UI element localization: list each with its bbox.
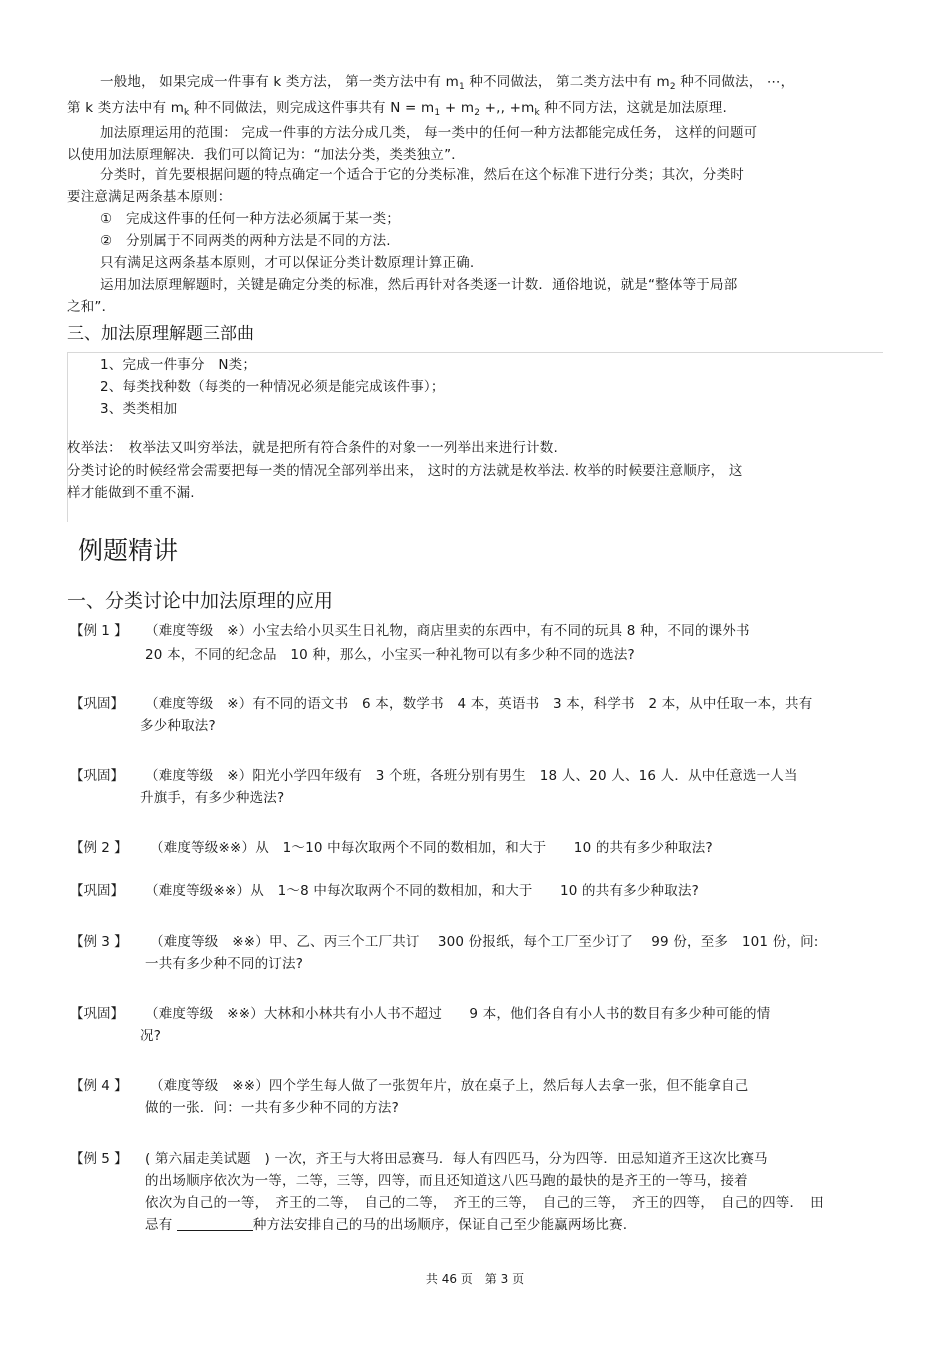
item-tag: 【巩固】 <box>70 768 124 784</box>
intro-line-3: 加法原理运用的范围： 完成一件事的方法分成几类， 每一类中的任何一种方法都能完成任务， 这样的问题可 <box>100 125 758 141</box>
item-line: （难度等级 ※）小宝去给小贝买生日礼物，商店里卖的东西中，有不同的玩具 8 种，不同的课外书 <box>145 623 750 639</box>
intro-line-7: 只有满足这两条基本原则，才可以保证分类计数原理计算正确. <box>100 255 475 271</box>
item-line: （难度等级※※）从 1～10 中每次取两个不同的数相加，和大于 10 的共有多少种取法? <box>150 840 713 856</box>
enum-line-1: 枚举法： 枚举法又叫穷举法，就是把所有符合条件的对象一一列举出来进行计数. <box>67 440 558 456</box>
item-tag: 【例 4 】 <box>70 1078 128 1094</box>
intro-line-4: 以使用加法原理解决．我们可以简记为：“加法分类，类类独立”． <box>67 147 465 163</box>
item-line: 升旗手，有多少种选法? <box>140 790 285 806</box>
step-3: 3、类类相加 <box>100 401 178 417</box>
item-line: 依次为自己的一等， 齐王的二等， 自己的二等， 齐王的三等， 自己的三等， 齐王的四等， 自己的四等． 田 <box>145 1195 824 1211</box>
intro-line-1: 一般地， 如果完成一件事有 k 类方法， 第一类方法中有 $m_1$ 种不同做法， 第二类方法中有 $m_2$ 种不同做法， ⋯， <box>100 74 795 92</box>
enum-line-3: 样才能做到不重不漏. <box>67 485 195 501</box>
item-line: （难度等级 ※※）甲、乙、丙三个工厂共订 300 份报纸，每个工厂至少订了 99 份，至多 101 份，问: <box>150 934 819 950</box>
item-tag: 【巩固】 <box>70 883 124 899</box>
item-line: （难度等级 ※）有不同的语文书 6 本，数学书 4 本，英语书 3 本，科学书 2 本，从中任取一本，共有 <box>145 696 813 712</box>
item-tag: 【巩固】 <box>70 696 124 712</box>
item-tag: 【例 3 】 <box>70 934 128 950</box>
item-line: 做的一张．问：一共有多少种不同的方法? <box>145 1100 399 1116</box>
item-line: 多少种取法? <box>140 718 216 734</box>
page-footer: 共 46 页 第 3 页 <box>425 1272 525 1286</box>
step-1: 1、完成一件事分 N类； <box>100 357 257 373</box>
intro-line-2: 第 k 类方法中有 $m_k$ 种不同做法，则完成这件事共有 $N = m_1 + m_2$ +,, $+m_k$ 种不同方法，这就是加法原理. <box>67 100 727 118</box>
rule-2: ② 分别属于不同两类的两种方法是不同的方法. <box>100 233 391 249</box>
item-line: ( 第六届走美试题 ) 一次，齐王与大将田忌赛马．每人有四匹马，分为四等．田忌知道齐王这次比赛马 <box>145 1151 768 1167</box>
item-tag: 【巩固】 <box>70 1006 124 1022</box>
intro-line-5: 分类时，首先要根据问题的特点确定一个适合于它的分类标准，然后在这个标准下进行分类；其次，分类时 <box>100 167 744 183</box>
subsection-heading: 一、分类讨论中加法原理的应用 <box>67 590 334 612</box>
enum-line-2: 分类讨论的时候经常会需要把每一类的情况全部列举出来， 这时的方法就是枚举法. 枚举的时候要注意顺序， 这 <box>67 463 743 479</box>
examples-heading: 例题精讲 <box>78 536 179 565</box>
rule-1: ① 完成这件事的任何一种方法必须属于某一类； <box>100 211 401 227</box>
item-line: 忌有 种方法安排自己的马的出场顺序，保证自己至少能赢两场比赛. <box>145 1217 628 1233</box>
intro-line-8: 运用加法原理解题时，关键是确定分类的标准，然后再针对各类逐一计数．通俗地说，就是“整体等于局部 <box>100 277 738 293</box>
answer-blank[interactable] <box>177 1218 253 1231</box>
item-tag: 【例 2 】 <box>70 840 128 856</box>
item-line: 况? <box>140 1028 162 1044</box>
item-line: 20 本，不同的纪念品 10 种，那么，小宝买一种礼物可以有多少种不同的选法? <box>145 647 635 663</box>
item-line: （难度等级 ※※）四个学生每人做了一张贺年片，放在桌子上，然后每人去拿一张，但不能拿自己 <box>150 1078 749 1094</box>
intro-line-6: 要注意满足两条基本原则： <box>67 189 232 205</box>
item-tag: 【例 5 】 <box>70 1151 128 1167</box>
section-three-title: 三、加法原理解题三部曲 <box>67 324 254 344</box>
item-line: （难度等级 ※※）大林和小林共有小人书不超过 9 本，他们各自有小人书的数目有多少种可能的情 <box>145 1006 771 1022</box>
intro-line-9: 之和”． <box>67 299 116 315</box>
item-line: （难度等级 ※）阳光小学四年级有 3 个班，各班分别有男生 18 人、20 人、16 人．从中任意选一人当 <box>145 768 798 784</box>
item-tag: 【例 1 】 <box>70 623 128 639</box>
item-line: 的出场顺序依次为一等，二等，三等，四等，而且还知道这八匹马跑的最快的是齐王的一等马，接着 <box>145 1173 748 1189</box>
item-line: 一共有多少种不同的订法? <box>145 956 304 972</box>
item-line: （难度等级※※）从 1～8 中每次取两个不同的数相加，和大于 10 的共有多少种取法? <box>145 883 700 899</box>
step-2: 2、每类找种数（每类的一种情况必须是能完成该件事）； <box>100 379 445 395</box>
box-border-top <box>67 352 883 353</box>
